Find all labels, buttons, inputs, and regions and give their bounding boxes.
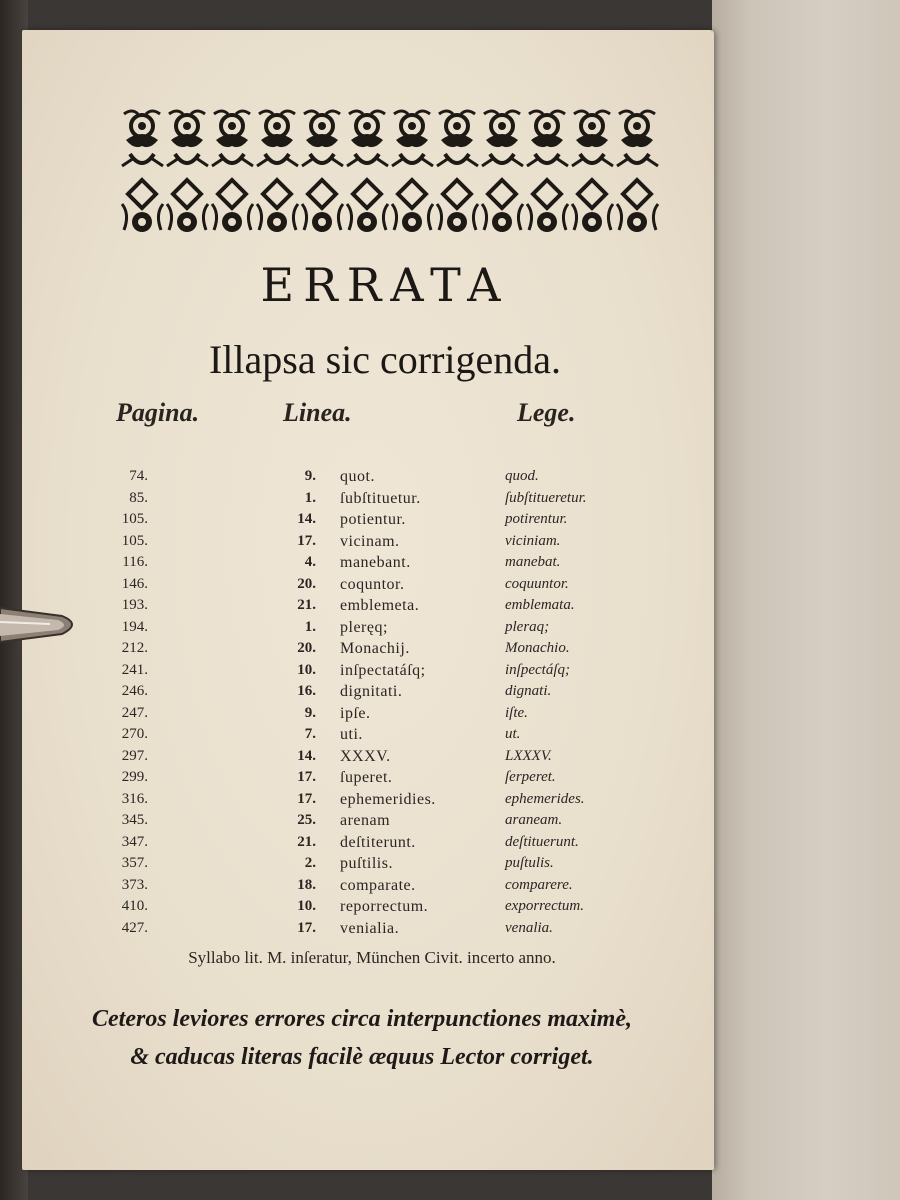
cell-erroneous-word: coquntor. — [340, 575, 405, 593]
cell-erroneous-word: Monachij. — [340, 640, 410, 657]
cell-correction: iſte. — [505, 704, 528, 721]
facing-page — [712, 0, 900, 1200]
decorative-ornament-band — [120, 106, 660, 242]
cell-pagina: 85. — [129, 489, 148, 506]
column-header-pagina: Pagina. — [116, 398, 200, 427]
cell-linea: 9. — [304, 704, 316, 721]
table-row — [0, 533, 714, 555]
cell-correction: ephemerides. — [505, 790, 585, 807]
cell-linea: 10. — [297, 661, 316, 678]
cell-correction: Monachio. — [505, 640, 570, 656]
cell-pagina: 357. — [121, 855, 148, 871]
table-row — [0, 640, 714, 662]
cell-erroneous-word: potientur. — [340, 511, 406, 528]
cell-correction: LXXXV. — [505, 747, 552, 764]
column-header-lege: Lege. — [517, 398, 576, 427]
cell-linea: 17. — [297, 790, 316, 807]
cell-correction: viciniam. — [505, 532, 561, 549]
cell-erroneous-word: ſubſtituetur. — [340, 489, 421, 507]
cell-pagina: 270. — [121, 726, 148, 742]
table-row — [0, 898, 714, 920]
cell-erroneous-word: vicinam. — [340, 532, 400, 550]
cell-erroneous-word: emblemeta. — [340, 597, 420, 614]
cell-correction: pleraq; — [505, 618, 550, 635]
cell-correction: venalia. — [505, 919, 553, 936]
table-row — [0, 705, 714, 727]
cell-pagina: 347. — [121, 833, 148, 850]
cell-erroneous-word: ephemeridies. — [340, 790, 436, 808]
cell-linea: 21. — [297, 597, 316, 613]
cell-erroneous-word: deſtiterunt. — [340, 833, 416, 851]
cell-pagina: 105. — [121, 511, 148, 527]
cell-pagina: 299. — [121, 769, 148, 785]
cell-linea: 9. — [304, 468, 316, 484]
errata-footer: Ceteros leviores errores circa interpunctiones maximè, & caducas literas facilè æquus Lector corriget. — [92, 1006, 632, 1070]
cell-pagina: 146. — [121, 575, 148, 592]
cell-erroneous-word: puſtilis. — [340, 855, 393, 872]
cell-pagina: 105. — [121, 532, 148, 549]
cell-correction: emblemata. — [505, 597, 575, 613]
table-row — [0, 812, 714, 834]
cell-linea: 17. — [297, 532, 316, 549]
cell-linea: 20. — [297, 575, 316, 592]
cell-erroneous-word: uti. — [340, 726, 363, 743]
table-row — [0, 683, 714, 705]
cell-linea: 18. — [297, 876, 316, 893]
cell-pagina: 74. — [129, 468, 148, 484]
cell-erroneous-word: reporrectum. — [340, 898, 429, 915]
cell-pagina: 246. — [121, 683, 148, 699]
table-row — [0, 726, 714, 748]
cell-pagina: 241. — [121, 661, 148, 678]
table-row — [0, 576, 714, 598]
cell-linea: 1. — [304, 489, 316, 506]
cell-correction: inſpectáſq; — [505, 661, 570, 678]
table-row — [0, 554, 714, 576]
cell-correction: coquuntor. — [505, 575, 569, 592]
cell-erroneous-word: pleręq; — [340, 618, 388, 636]
cell-pagina: 247. — [121, 704, 148, 721]
cell-pagina: 297. — [121, 747, 148, 764]
table-row — [0, 834, 714, 856]
cell-erroneous-word: inſpectatáſq; — [340, 661, 426, 679]
table-row — [0, 619, 714, 641]
cell-pagina: 427. — [121, 919, 148, 936]
page-title: ERRATA — [260, 258, 510, 312]
cell-erroneous-word: XXXV. — [340, 747, 391, 765]
cell-pagina: 345. — [121, 812, 148, 828]
cell-correction: ut. — [505, 726, 521, 742]
table-row — [0, 877, 714, 899]
cell-pagina: 373. — [121, 876, 148, 893]
cell-pagina: 316. — [121, 790, 148, 807]
cell-correction: exporrectum. — [505, 898, 584, 914]
cell-pagina: 410. — [121, 898, 148, 914]
cell-correction: potirentur. — [505, 511, 568, 527]
cell-erroneous-word: ſuperet. — [340, 769, 393, 786]
cell-linea: 21. — [297, 833, 316, 850]
cell-erroneous-word: quot. — [340, 468, 375, 485]
cell-linea: 10. — [297, 898, 316, 914]
cell-correction: deſtituerunt. — [505, 833, 579, 850]
cell-linea: 16. — [297, 683, 316, 699]
cell-linea: 17. — [297, 769, 316, 785]
cell-erroneous-word: dignitati. — [340, 683, 403, 700]
cell-correction: comparere. — [505, 876, 573, 893]
table-row — [0, 511, 714, 533]
table-row — [0, 855, 714, 877]
cell-correction: ſubſtitueretur. — [505, 489, 587, 506]
cell-linea: 25. — [297, 812, 316, 828]
errata-note: Syllabo lit. M. inſeratur, München Civit. incerto anno. — [188, 948, 556, 967]
cell-erroneous-word: arenam — [340, 812, 391, 829]
table-row — [0, 597, 714, 619]
cell-pagina: 212. — [121, 640, 148, 656]
page-subtitle: Illapsa sic corrigenda. — [208, 337, 562, 382]
table-row — [0, 920, 714, 942]
table-row — [0, 662, 714, 684]
cell-pagina: 194. — [121, 618, 148, 635]
cell-erroneous-word: comparate. — [340, 876, 416, 894]
table-row — [0, 791, 714, 813]
cell-linea: 4. — [304, 554, 316, 570]
cell-correction: dignati. — [505, 683, 552, 699]
cell-correction: quod. — [505, 468, 539, 484]
cell-linea: 7. — [304, 726, 316, 742]
cell-linea: 2. — [304, 855, 316, 871]
table-row — [0, 769, 714, 791]
table-row — [0, 490, 714, 512]
table-row — [0, 748, 714, 770]
cell-linea: 1. — [304, 618, 316, 635]
cell-pagina: 193. — [121, 597, 148, 613]
cell-correction: puſtulis. — [505, 855, 554, 871]
cell-erroneous-word: ipſe. — [340, 704, 371, 722]
cell-linea: 17. — [297, 919, 316, 936]
metal-clip — [0, 598, 84, 652]
cell-linea: 14. — [297, 511, 316, 527]
cell-erroneous-word: manebant. — [340, 554, 411, 571]
column-header-linea: Linea. — [283, 398, 352, 427]
cell-linea: 20. — [297, 640, 316, 656]
cell-correction: manebat. — [505, 554, 561, 570]
cell-correction: araneam. — [505, 812, 563, 828]
cell-pagina: 116. — [122, 554, 148, 570]
table-row — [0, 468, 714, 490]
cell-erroneous-word: venialia. — [340, 919, 400, 937]
cell-correction: ſerperet. — [505, 769, 556, 785]
cell-linea: 14. — [297, 747, 316, 764]
